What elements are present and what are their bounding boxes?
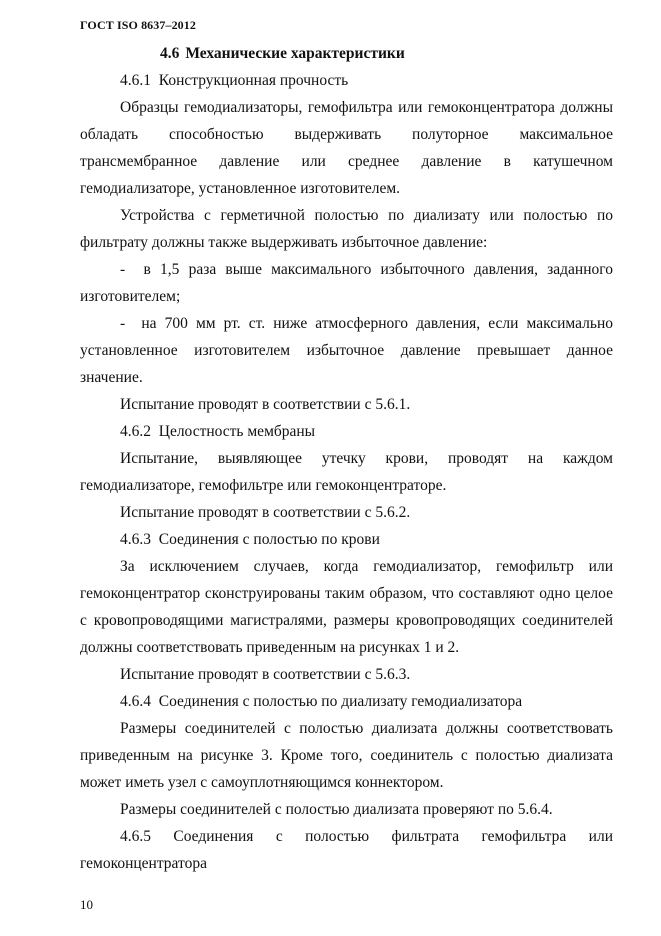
page-number: 10	[80, 897, 93, 912]
test-reference: Испытание проводят в соответствии с 5.6.1.	[120, 396, 411, 413]
subsection-title-4-6-3: 4.6.3 Соединения с полостью по крови	[120, 531, 380, 548]
document-header: ГОСТ ISO 8637–2012	[80, 18, 196, 32]
list-item: - в 1,5 раза выше максимального избыточного давления, заданного изготовителем;	[80, 261, 617, 305]
paragraph: Размеры соединителей с полостью диализата должны соответствовать приведенным на рисунке 3. Кроме того, соединитель с полостью диализата может иметь узел с самоуплотняющимся коннектором.	[80, 720, 613, 791]
document-body	[80, 40, 617, 877]
test-reference: Испытание проводят в соответствии с 5.6.2.	[120, 504, 411, 521]
section-heading	[80, 40, 613, 67]
subsection-title-4-6-4: 4.6.4 Соединения с полостью по диализату гемодиализатора	[120, 693, 523, 710]
section-number: 4.6	[160, 45, 180, 62]
paragraph: Устройства с герметичной полостью по диализату или полостью по фильтрату должны также выдерживать избыточное давление:	[80, 207, 613, 251]
paragraph: За исключением случаев, когда гемодиализатор, гемофильтр или гемоконцентратор сконструированы таким образом, что составляют одно целое с кровопроводящими магистралями, размеры кровопроводящих соединителей должны соответствовать приведенным на рисунках 1 и 2.	[80, 558, 613, 656]
test-reference: Испытание проводят в соответствии с 5.6.3.	[120, 666, 411, 683]
subsection-title-4-6-1: 4.6.1 Конструкционная прочность	[120, 72, 349, 89]
subsection-title-4-6-5: 4.6.5 Соединения с полостью фильтрата гемофильтра или гемоконцентратора	[80, 828, 613, 872]
test-reference: Размеры соединителей с полостью диализата проверяют по 5.6.4.	[120, 801, 553, 818]
paragraph: Образцы гемодиализаторы, гемофильтра или гемоконцентратора должны обладать способностью выдерживать полуторное максимальное трансмембранное давление или среднее давление в катушечном гемодиализаторе, установленное изготовителем.	[80, 99, 613, 197]
subsection-title-4-6-2: 4.6.2 Целостность мембраны	[120, 423, 316, 440]
section-title: Механические характеристики	[185, 45, 405, 62]
paragraph: Испытание, выявляющее утечку крови, проводят на каждом гемодиализаторе, гемофильтре или гемоконцентраторе.	[80, 450, 613, 494]
list-item: - на 700 мм рт. ст. ниже атмосферного давления, если максимально установленное изготовителем избыточное давление превышает данное значение.	[80, 315, 617, 386]
